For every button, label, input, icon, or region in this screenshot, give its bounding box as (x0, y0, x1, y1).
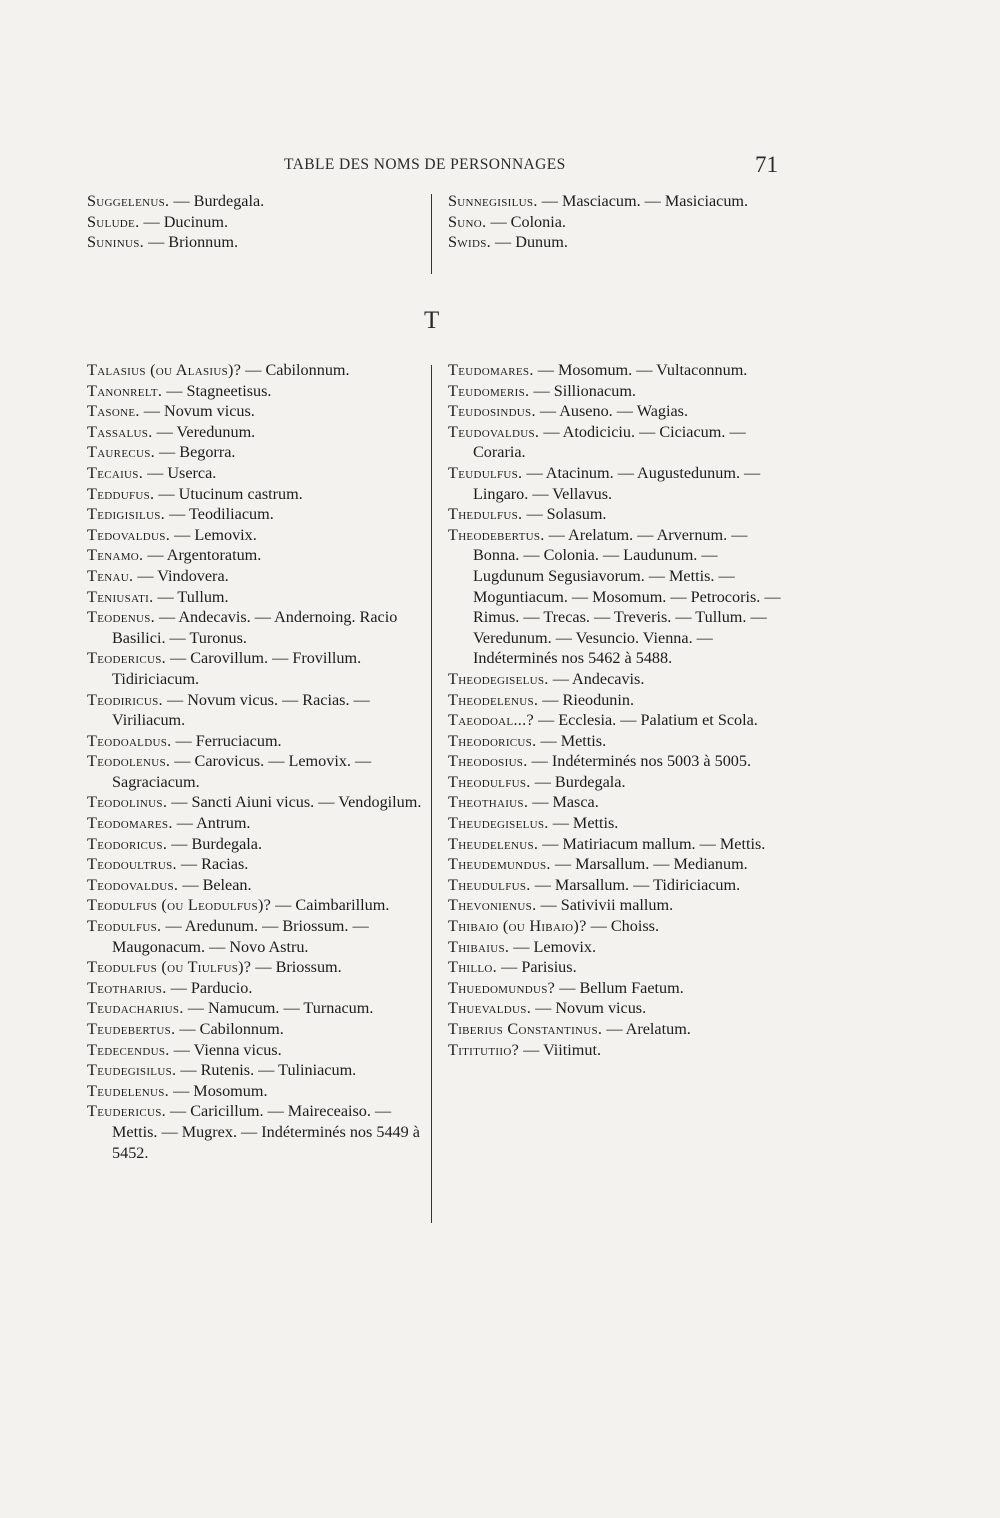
person-name: Theodebertus. (448, 525, 545, 544)
index-entry (87, 484, 422, 505)
place-names: — Carovicus. — Lemovix. — Sagraciacum. (112, 752, 372, 791)
person-name: Swids. (448, 233, 491, 252)
person-name: Sulude. (87, 212, 140, 231)
place-names: — Parducio. (166, 978, 253, 997)
place-names: — Mettis. (536, 731, 607, 750)
place-names: — Choiss. (586, 917, 659, 936)
person-name: Thibaius. (448, 937, 510, 956)
index-entry (87, 731, 422, 752)
place-names: — Viitimut. (519, 1040, 602, 1059)
place-names: — Mosomum. (169, 1081, 268, 1100)
place-names: — Carovillum. — Frovillum. Tidiriciacum. (112, 649, 362, 688)
t-right-column (448, 360, 783, 1060)
place-names: — Bellum Faetum. (555, 978, 684, 997)
person-name: Teudovaldus. (448, 422, 540, 441)
place-names: — Novum vicus. (531, 999, 647, 1018)
place-names: — Cabilonnum. (175, 1020, 284, 1038)
place-names: — Veredunum. (152, 422, 256, 441)
place-names: — Belean. (178, 875, 252, 894)
index-entry (87, 587, 422, 608)
place-names: — Caimbarillum. (271, 896, 390, 915)
place-names: — Rutenis. — Tuliniacum. (176, 1061, 357, 1080)
person-name: Teodulfus (ou Leodulfus)? (87, 896, 272, 915)
index-entry (448, 875, 783, 896)
index-entry (87, 875, 422, 896)
index-entry (87, 1019, 422, 1040)
index-entry (87, 751, 422, 792)
person-name: Suno. (448, 212, 487, 231)
column-divider-top (431, 194, 432, 274)
place-names: — Namucum. — Turnacum. (183, 999, 374, 1018)
person-name: Tanonrelt. (87, 381, 163, 400)
index-entry (448, 1019, 783, 1040)
index-entry (448, 360, 783, 381)
place-names: — Auseno. — Wagias. (535, 402, 688, 421)
place-names: — Andecavis. (548, 669, 645, 688)
person-name: Teodomares. (87, 814, 173, 833)
index-entry (448, 854, 783, 875)
person-name: Theodegiselus. (448, 669, 549, 688)
place-names: — Burdegala. (530, 772, 626, 791)
place-names: — Cabilonnum. (241, 361, 350, 379)
index-entry (448, 751, 783, 772)
index-entry (87, 191, 422, 212)
place-names: — Matiriacum mallum. — Mettis. (538, 834, 766, 853)
place-names: — Andecavis. — Andernoing. Racio Basilici. — Turonus. (112, 608, 398, 647)
person-name: Teodericus. (87, 649, 166, 668)
index-entry (448, 690, 783, 711)
person-name: Teudericus. (87, 1102, 166, 1121)
person-name: Thuevaldus. (448, 999, 532, 1018)
index-entry (448, 895, 783, 916)
index-entry (448, 422, 783, 463)
place-names: — Arelatum. — Arvernum. — Bonna. — Colonia. — Laudunum. — Lugdunum Segusiavorum. — Mettis. — Moguntiacum. — Mosomum. — Petrocoris. — Rimus. — Trecas. — Treveris. — Tullum. — Veredunum. — Vesuncio. Vienna. — Indéterminés nos 5462 à 5488. (473, 525, 781, 668)
index-entry (87, 1101, 422, 1163)
index-entry (87, 401, 422, 422)
index-entry (87, 525, 422, 546)
person-name: Suninus. (87, 233, 145, 252)
place-names: — Argentoratum. (143, 546, 262, 565)
index-entry (87, 916, 422, 957)
place-names: — Masciacum. — Masiciacum. (537, 192, 749, 210)
person-name: Theodelenus. (448, 690, 539, 709)
index-entry (448, 381, 783, 402)
person-name: Theodulfus. (448, 772, 531, 791)
place-names: — Atodiciciu. — Ciciacum. — Coraria. (473, 422, 746, 462)
person-name: Theothaius. (448, 793, 529, 812)
place-names: — Novum vicus. (139, 402, 255, 421)
index-entry (87, 998, 422, 1019)
index-entry (87, 422, 422, 443)
person-name: Teudulfus. (448, 463, 523, 482)
person-name: Theodosius. (448, 752, 528, 771)
place-names: — Parisius. (497, 958, 577, 977)
index-entry (448, 834, 783, 855)
person-name: Taurecus. (87, 443, 155, 462)
place-names: — Solasum. (522, 505, 607, 524)
index-entry (87, 504, 422, 525)
person-name: Tecaius. (87, 463, 144, 482)
index-entry (448, 463, 783, 504)
place-names: — Burdegala. (167, 834, 263, 853)
index-entry (448, 525, 783, 669)
person-name: Teodiricus. (87, 690, 163, 709)
place-names: — Stagneetisus. (162, 381, 272, 400)
person-name: Teudegisilus. (87, 1061, 177, 1080)
place-names: — Brionnum. (144, 233, 238, 252)
person-name: Teodulfus. (87, 917, 162, 936)
person-name: Teudosindus. (448, 402, 536, 421)
person-name: Tasone. (87, 402, 140, 421)
index-entry (448, 669, 783, 690)
place-names: — Teodiliacum. (165, 505, 274, 524)
index-entry (87, 442, 422, 463)
place-names: — Mosomum. — Vultaconnum. (533, 361, 748, 379)
person-name: Tenamo. (87, 546, 144, 565)
index-entry (87, 1060, 422, 1081)
page-number: 71 (755, 152, 778, 177)
index-entry (448, 937, 783, 958)
index-entry (87, 607, 422, 648)
person-name: Suggelenus. (87, 192, 170, 210)
index-entry (87, 1081, 422, 1102)
person-name: Tassalus. (87, 422, 153, 441)
place-names: — Vindovera. (133, 566, 229, 585)
column-divider-t (431, 365, 432, 1223)
person-name: Teodovaldus. (87, 875, 179, 894)
place-names: — Marsallum. — Medianum. (550, 855, 748, 874)
person-name: Teudomares. (448, 361, 534, 379)
place-names: — Rieodunin. (538, 690, 635, 709)
index-entry (448, 916, 783, 937)
place-names: — Atacinum. — Augustedunum. — Lingaro. — Vellavus. (473, 463, 761, 503)
place-names: — Marsallum. — Tidiriciacum. (530, 875, 741, 894)
index-entry (87, 212, 422, 233)
index-entry (448, 212, 783, 233)
index-entry (87, 690, 422, 731)
person-name: Teodolenus. (87, 752, 171, 771)
index-entry (448, 232, 783, 253)
place-names: — Novum vicus. — Racias. — Viriliacum. (112, 690, 370, 730)
place-names: — Sillionacum. (529, 381, 636, 400)
person-name: Thibaio (ou Hibaio)? (448, 917, 587, 936)
person-name: Tedecendus. (87, 1040, 170, 1059)
place-names: — Burdegala. (169, 192, 265, 210)
place-names: — Ducinum. (139, 212, 228, 231)
person-name: Tedovaldus. (87, 525, 171, 544)
person-name: Thevonienus. (448, 896, 537, 915)
index-entry (448, 978, 783, 999)
person-name: Thedulfus. (448, 505, 523, 524)
person-name: Tititutiio? (448, 1040, 520, 1059)
index-entry (87, 648, 422, 689)
place-names: — Lemovix. (170, 525, 257, 544)
index-entry (87, 463, 422, 484)
index-entry (448, 1040, 783, 1061)
index-entry (448, 792, 783, 813)
running-title: TABLE DES NOMS DE PERSONNAGES (284, 156, 566, 173)
top-left-column (87, 191, 422, 253)
person-name: Teodenus. (87, 608, 155, 627)
index-entry (448, 504, 783, 525)
index-entry (448, 957, 783, 978)
place-names: — Vienna vicus. (169, 1040, 282, 1059)
person-name: Teudacharius. (87, 999, 184, 1018)
place-names: — Indéterminés nos 5003 à 5005. (527, 752, 752, 771)
index-entry (87, 854, 422, 875)
person-name: Teodoaldus. (87, 731, 172, 750)
index-entry (448, 813, 783, 834)
section-letter-heading: T (424, 307, 440, 334)
index-entry (87, 957, 422, 978)
place-names: — Ferruciacum. (171, 731, 282, 750)
place-names: — Sancti Aiuni vicus. — Vendogilum. (167, 793, 422, 812)
index-entry (448, 772, 783, 793)
person-name: Thillo. (448, 958, 498, 977)
place-names: — Arelatum. (602, 1020, 691, 1038)
index-entry (448, 731, 783, 752)
person-name: Talasius (ou Alasius)? (87, 361, 242, 379)
index-entry (87, 813, 422, 834)
person-name: Tenau. (87, 566, 134, 585)
person-name: Theudelenus. (448, 834, 539, 853)
person-name: Teodoricus. (87, 834, 168, 853)
person-name: Teodoultrus. (87, 855, 177, 874)
person-name: Teddufus. (87, 484, 155, 503)
person-name: Sunnegisilus. (448, 192, 538, 210)
place-names: — Racias. (176, 855, 249, 874)
index-entry (448, 401, 783, 422)
index-entry (448, 191, 783, 212)
person-name: Tedigisilus. (87, 505, 166, 524)
person-name: Taeodoal...? (448, 711, 534, 730)
index-entry (87, 381, 422, 402)
t-left-column (87, 360, 422, 1163)
place-names: — Colonia. (486, 212, 566, 231)
place-names: — Begorra. (154, 443, 236, 462)
index-entry (448, 710, 783, 731)
index-entry (87, 895, 422, 916)
place-names: — Aredunum. — Briossum. — Maugonacum. — Novo Astru. (112, 917, 369, 956)
person-name: Teotharius. (87, 978, 167, 997)
index-entry (87, 834, 422, 855)
top-right-column (448, 191, 783, 253)
place-names: — Tullum. (153, 587, 229, 606)
place-names: — Dunum. (490, 233, 568, 252)
person-name: Theodoricus. (448, 731, 537, 750)
place-names: — Masca. (528, 793, 599, 812)
person-name: Teudelenus. (87, 1081, 170, 1100)
person-name: Thuedomundus? (448, 978, 556, 997)
person-name: Tiberius Constantinus. (448, 1020, 603, 1038)
place-names: — Antrum. (172, 814, 251, 833)
person-name: Theudulfus. (448, 875, 531, 894)
index-entry (87, 1040, 422, 1061)
index-entry (87, 360, 422, 381)
place-names: — Userca. (143, 463, 217, 482)
place-names: — Ecclesia. — Palatium et Scola. (533, 711, 758, 730)
index-entry (448, 998, 783, 1019)
place-names: — Briossum. (251, 958, 342, 977)
index-entry (87, 978, 422, 999)
place-names: — Sativivii mallum. (536, 896, 674, 915)
person-name: Teniusati. (87, 587, 154, 606)
index-entry (87, 792, 422, 813)
index-entry (87, 232, 422, 253)
person-name: Teodulfus (ou Tiulfus)? (87, 958, 252, 977)
person-name: Theudegiselus. (448, 814, 549, 833)
place-names: — Mettis. (548, 814, 619, 833)
index-entry (87, 545, 422, 566)
person-name: Teudebertus. (87, 1020, 176, 1038)
index-entry (87, 566, 422, 587)
place-names: — Lemovix. (509, 937, 597, 956)
person-name: Teudomeris. (448, 381, 530, 400)
person-name: Teodolinus. (87, 793, 168, 812)
place-names: — Caricillum. — Maireceaiso. — Mettis. — Mugrex. — Indéterminés nos 5449 à 5452. (112, 1102, 420, 1162)
running-head (0, 152, 1000, 180)
place-names: — Utucinum castrum. (154, 484, 303, 503)
person-name: Theudemundus. (448, 855, 551, 874)
